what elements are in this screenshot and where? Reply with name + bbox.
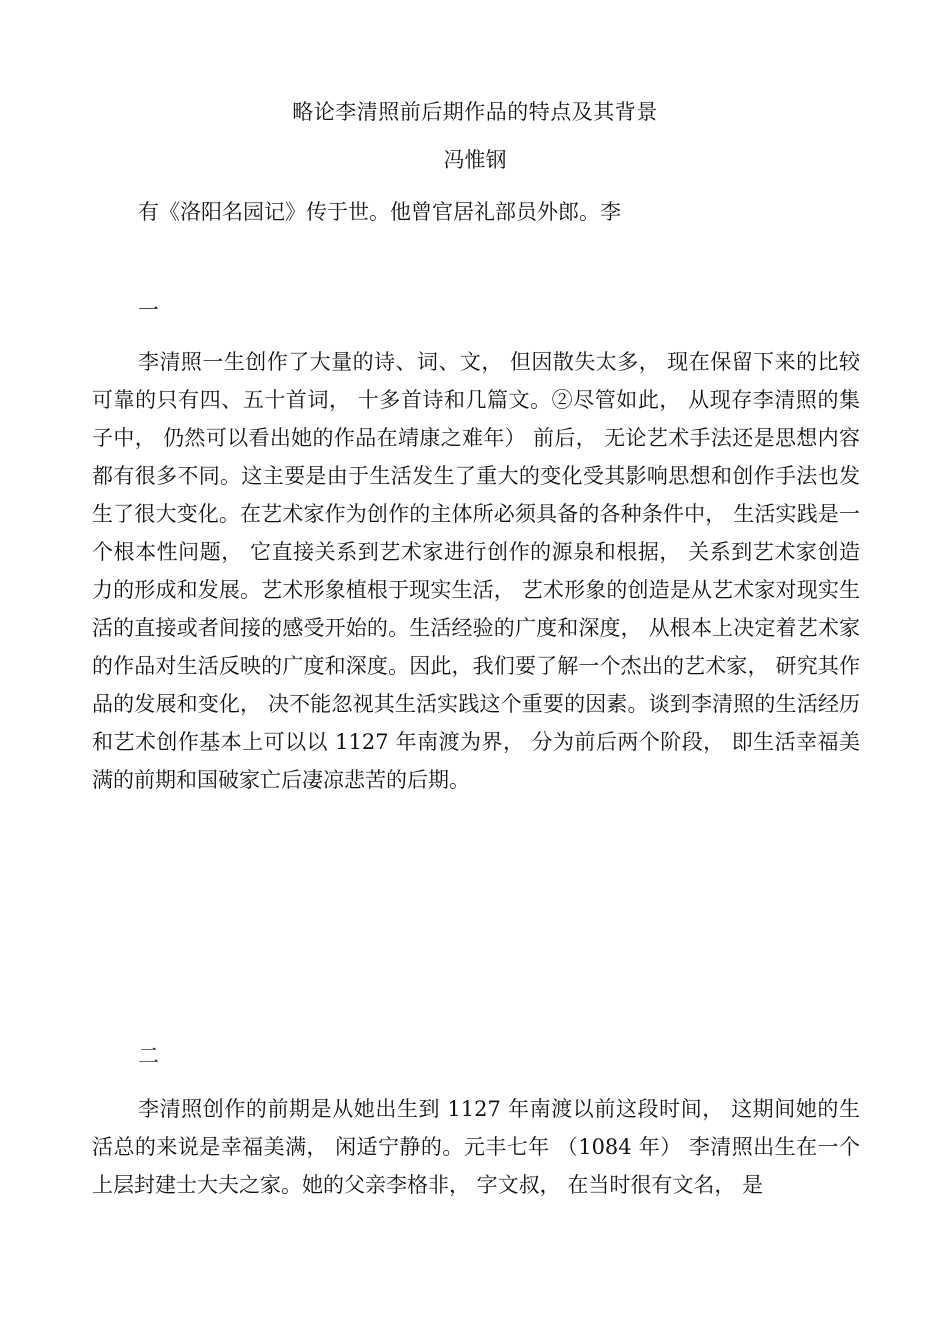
section-number-two: 二 xyxy=(138,1044,159,1068)
section-one-paragraph: 李清照一生创作了大量的诗、词、文， 但因散失太多， 现在保留下来的比较可靠的只有四、五十首词， 十多首诗和几篇文。②尽管如此， 从现存李清照的集子中， 仍然可以看出她的作品在靖康之难年） 前后， 无论艺术手法还是思想内容都有很多不同。这主要是由于生活发生了重大的变化受其影响思想和创作手法也发生了很大变化。在艺术家作为创作的主体所必须具备的各种条件中， 生活实践是一个根本性问题， 它直接关系到艺术家进行创作的源泉和根据， 关系到艺术家创造力的形成和发展。艺术形象植根于现实生活， 艺术形象的创造是从艺术家对现实生活的直接或者间接的感受开始的。生活经验的广度和深度， 从根本上决定着艺术家的作品对生活反映的广度和深度。因此，我们要了解一个杰出的艺术家， 研究其作品的发展和变化， 决不能忽视其生活实践这个重要的因素。谈到李清照的生活经历和艺术创作基本上可以以 1127 年南渡为界， 分为前后两个阶段， 即生活幸福美满的前期和国破家亡后凄凉悲苦的后期。 xyxy=(92,350,860,792)
document-title: 略论李清照前后期作品的特点及其背景 xyxy=(292,100,658,124)
intro-line: 有《洛阳名园记》传于世。他曾官居礼部员外郎。李 xyxy=(138,200,621,224)
document-author: 冯惟钢 xyxy=(443,148,507,172)
section-number-one: 一 xyxy=(138,298,159,322)
section-two-paragraph: 李清照创作的前期是从她出生到 1127 年南渡以前这段时间， 这期间她的生活总的来说是幸福美满， 闲适宁静的。元丰七年 （1084 年） 李清照出生在一个上层封建士大夫之家。她的父亲李格非， 字文叔， 在当时很有文名， 是 xyxy=(92,1097,860,1197)
